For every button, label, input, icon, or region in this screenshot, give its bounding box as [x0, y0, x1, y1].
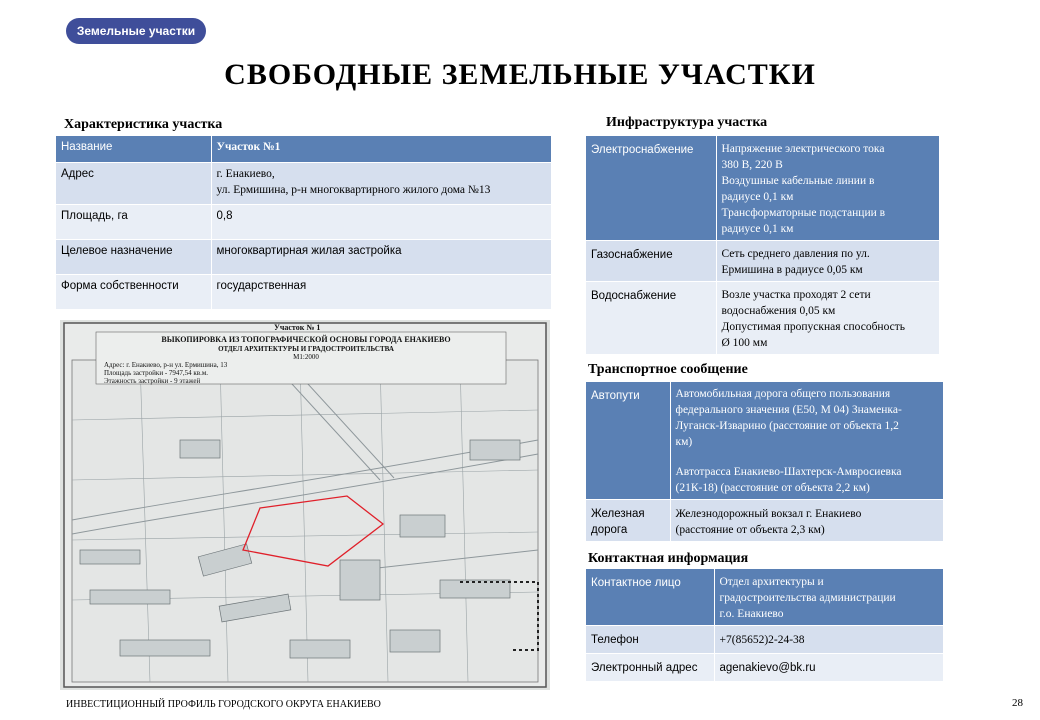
- map-title-2: ОТДЕЛ АРХИТЕКТУРЫ И ГРАДОСТРОИТЕЛЬСТВА: [218, 345, 394, 353]
- footer-text: ИНВЕСТИЦИОННЫЙ ПРОФИЛЬ ГОРОДСКОГО ОКРУГА ЕНАКИЕВО: [66, 699, 381, 710]
- row-value: [716, 282, 940, 355]
- row-label: Электроснабжение: [586, 136, 716, 241]
- section-badge[interactable]: Земельные участки: [66, 18, 206, 44]
- row-value: Участок №1: [211, 136, 552, 162]
- table-row: [586, 654, 944, 682]
- topographic-map: [60, 320, 550, 690]
- value-line: Трансформаторные подстанции в: [721, 207, 886, 219]
- contacts-table: [586, 569, 944, 682]
- map-address: Адрес: г. Енакиево, р-н ул. Ермишина, 13: [104, 361, 228, 369]
- address-line: ул. Ермишина, р-н многоквартирного жилого дома №13: [216, 183, 491, 196]
- row-label: Название: [56, 136, 211, 162]
- transport-heading: Транспортное сообщение: [588, 362, 748, 377]
- table-row: [56, 204, 552, 239]
- value-line: Сеть среднего давления по ул.: [721, 248, 870, 260]
- value-line: радиусе 0,1 км: [721, 223, 794, 235]
- row-label: [586, 500, 670, 542]
- row-value: [716, 136, 940, 241]
- row-label: Водоснабжение: [586, 282, 716, 355]
- table-row: [586, 569, 944, 626]
- value-line: г.о. Енакиево: [719, 608, 784, 620]
- page-number: 28: [1012, 697, 1023, 709]
- table-row: [56, 162, 552, 204]
- row-label: Контактное лицо: [586, 569, 714, 626]
- table-row: [586, 241, 940, 282]
- table-row: [586, 626, 944, 654]
- value-line: км): [675, 436, 693, 448]
- value-line: радиусе 0,1 км: [721, 191, 794, 203]
- infrastructure-heading: Инфраструктура участка: [606, 115, 768, 130]
- table-row: [586, 500, 944, 542]
- value-line: (21К-18) (расстояние от объекта 2,2 км): [675, 482, 870, 494]
- spacer: [676, 450, 939, 464]
- value-line: Железнодорожный вокзал г. Енакиево: [675, 508, 862, 520]
- page-title: СВОБОДНЫЕ ЗЕМЕЛЬНЫЕ УЧАСТКИ: [224, 58, 816, 91]
- row-label: Телефон: [586, 626, 714, 654]
- value-line: (расстояние от объекта 2,3 км): [675, 524, 825, 536]
- row-label: Площадь, га: [56, 204, 211, 239]
- row-value: [670, 500, 944, 542]
- table-row: [56, 239, 552, 274]
- table-row: [586, 282, 940, 355]
- row-label: Электронный адрес: [586, 654, 714, 682]
- map-plot-label: Участок № 1: [274, 323, 321, 332]
- table-row: [586, 382, 944, 500]
- value-line: Ермишина в радиусе 0,05 км: [721, 264, 863, 276]
- value-line: Напряжение электрического тока: [721, 143, 885, 155]
- row-value: [211, 162, 552, 204]
- infrastructure-table: [586, 136, 940, 355]
- contacts-heading: Контактная информация: [588, 551, 749, 566]
- value-line: Ø 100 мм: [721, 337, 768, 349]
- row-value: [714, 569, 944, 626]
- row-value[interactable]: +7(85652)2-24-38: [714, 626, 944, 654]
- map-scale: М1:2000: [293, 353, 319, 361]
- value-line: Автомобильная дорога общего пользования: [675, 388, 891, 400]
- transport-table: [586, 382, 944, 542]
- value-line: Допустимая пропускная способность: [721, 321, 905, 333]
- map-floors: Этажность застройки - 9 этажей: [104, 377, 201, 385]
- table-row: [586, 136, 940, 241]
- label-line: Железная: [591, 508, 645, 520]
- value-line: водоснабжения 0,05 км: [721, 305, 836, 317]
- email-link[interactable]: agenakievo@bk.ru: [714, 654, 944, 682]
- value-line: Воздушные кабельные линии в: [721, 175, 875, 187]
- value-line: 380 В, 220 В: [721, 159, 783, 171]
- value-line: Отдел архитектуры и: [719, 576, 824, 588]
- row-value: [670, 382, 944, 500]
- row-label: Адрес: [56, 162, 211, 204]
- characteristics-heading: Характеристика участка: [64, 117, 223, 132]
- row-label: Автопути: [586, 382, 670, 500]
- table-row: [56, 136, 552, 162]
- row-value: государственная: [211, 274, 552, 309]
- map-area: Площадь застройки - 7947,54 кв.м.: [104, 369, 209, 377]
- value-line: Автотрасса Енакиево-Шахтерск-Амвросиевка: [675, 466, 902, 478]
- map-title-1: ВЫКОПИРОВКА ИЗ ТОПОГРАФИЧЕСКОЙ ОСНОВЫ ГОРОДА ЕНАКИЕВО: [161, 335, 451, 344]
- address-line: г. Енакиево,: [216, 167, 275, 180]
- table-row: [56, 274, 552, 309]
- row-value: [716, 241, 940, 282]
- characteristics-table: [56, 136, 552, 310]
- value-line: Возле участка проходят 2 сети: [721, 289, 871, 301]
- row-label: Газоснабжение: [586, 241, 716, 282]
- row-label: Целевое назначение: [56, 239, 211, 274]
- value-line: градостроительства администрации: [719, 592, 896, 604]
- row-label: Форма собственности: [56, 274, 211, 309]
- row-value: 0,8: [211, 204, 552, 239]
- value-line: Луганск-Изварино (расстояние от объекта 1,2: [675, 420, 899, 432]
- row-value: многоквартирная жилая застройка: [211, 239, 552, 274]
- value-line: федерального значения (Е50, М 04) Знаменка-: [675, 404, 902, 416]
- label-line: дорога: [591, 524, 628, 536]
